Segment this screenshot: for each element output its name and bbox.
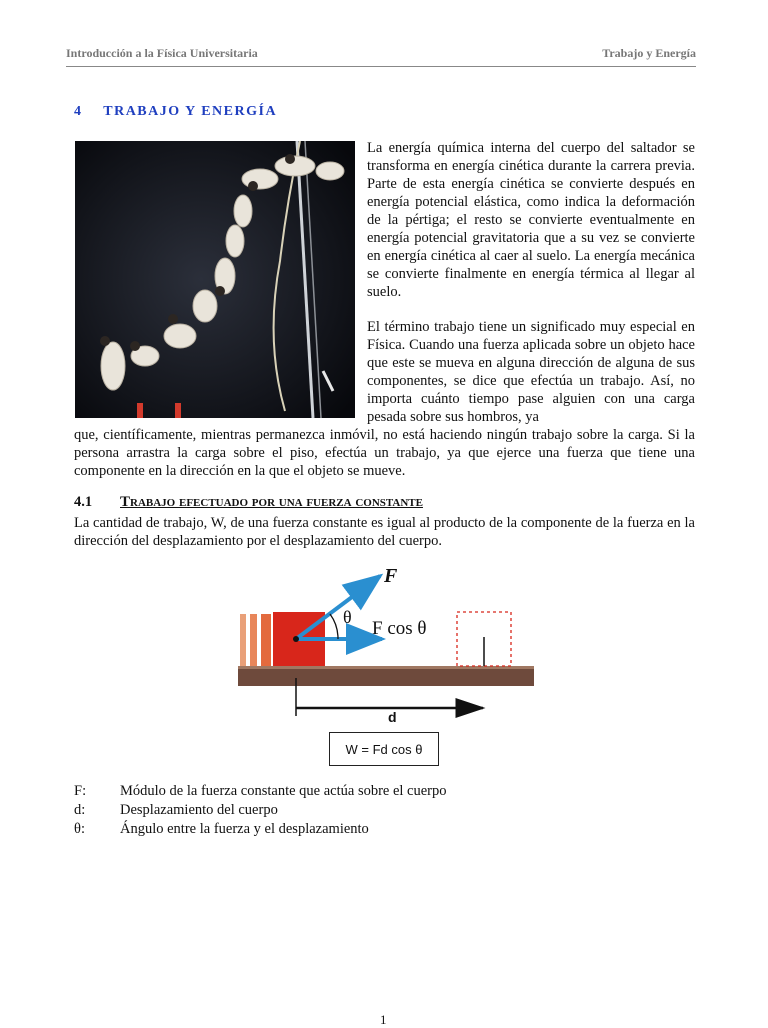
variable-definitions (74, 782, 447, 839)
work-formula (329, 732, 439, 766)
definition-text: Ángulo entre la fuerza y el desplazamiento (120, 821, 369, 837)
chapter-heading (74, 104, 277, 120)
section-heading (74, 494, 423, 511)
section-number: 4.1 (74, 494, 93, 510)
definition-text: Módulo de la fuerza constante que actúa sobre el cuerpo (120, 783, 447, 799)
definition-symbol: d: (74, 802, 86, 818)
paragraph-work-definition-end: que, científicamente, mientras permanezca inmóvil, no está haciendo ningún trabajo sobre la carga. Si la persona arrastra la carga sobre el piso, efectúa un trabajo, ya que ejerce una fuerza que tiene una componente en la dirección en la que el objeto se mueve. (74, 427, 695, 479)
definition-text: Desplazamiento del cuerpo (120, 802, 278, 818)
definition-symbol: F: (74, 783, 87, 799)
component-label: F cos θ (372, 618, 427, 639)
work-formula-text: W = Fd cos θ (345, 741, 423, 757)
chapter-number: 4 (74, 104, 83, 119)
header-divider (66, 66, 696, 67)
pole-vault-photo (75, 141, 355, 418)
definition-row (74, 801, 447, 820)
header-chapter-title: Trabajo y Energía (602, 46, 696, 60)
angle-label: θ (343, 607, 352, 627)
force-arrow (296, 576, 380, 639)
paragraph-work-definition-start: El término trabajo tiene un significado muy especial en Física. Cuando una fuerza aplicada sobre un objeto hace que este se mueva en alguna dirección de alguna de sus componentes, se dice que efectúa un trabajo. Así, no importa cuánto tiempo pase alguien con una carga pesada sobre sus hombros, ya (367, 319, 695, 425)
header-book-title: Introducción a la Física Universitaria (66, 46, 258, 60)
chapter-title: TRABAJO Y ENERGÍA (103, 104, 278, 119)
page-number: 1 (380, 1012, 387, 1027)
page-header (66, 46, 696, 61)
paragraph-energy-transformation: La energía química interna del cuerpo del saltador se transforma en energía cinética durante la carrera previa. Parte de esta energía cinética se convierte después en energía potencial elástica, como indica la deformación de la pértiga; el resto se convierte eventualmente en energía potencial gravitatoria que a su vez se convierte en energía cinética al caer al suelo. La energía mecánica se convierte finalmente en energía térmica al llegar al suelo. (367, 140, 695, 300)
angle-arc (330, 614, 338, 639)
force-label: F (384, 565, 398, 587)
definition-symbol: θ: (74, 821, 85, 837)
displacement-label: d (388, 709, 397, 722)
force-diagram (236, 562, 536, 722)
definition-row (74, 820, 447, 839)
definition-row (74, 782, 447, 801)
paragraph-constant-force-work: La cantidad de trabajo, W, de una fuerza constante es igual al producto de la componente de la fuerza en la dirección del desplazamiento por el desplazamiento del cuerpo. (74, 515, 695, 549)
section-title: Trabajo efectuado por una fuerza constante (120, 494, 423, 510)
